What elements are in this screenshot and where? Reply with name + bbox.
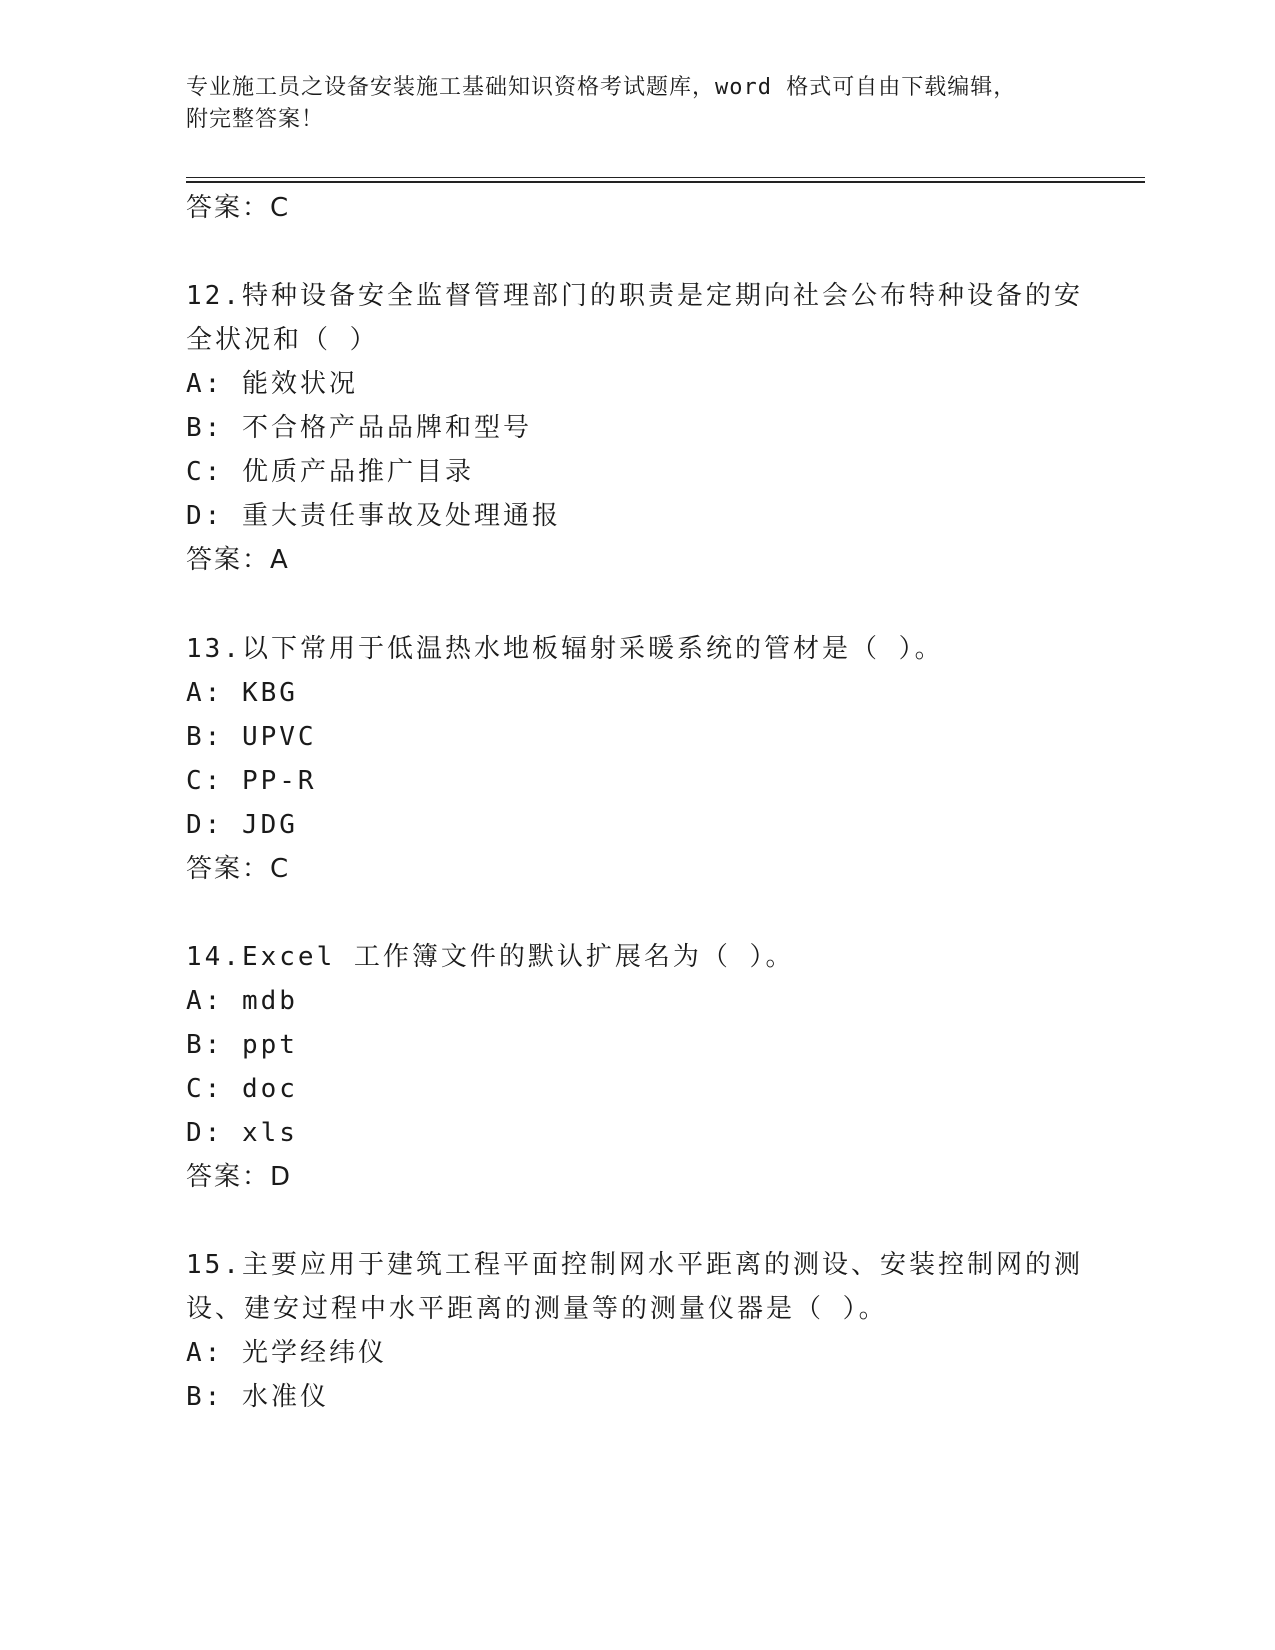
question-13-option-d: D: JDG bbox=[186, 810, 298, 840]
question-13-option-c: C: PP-R bbox=[186, 766, 317, 796]
question-12-option-b: B: 不合格产品品牌和型号 bbox=[186, 413, 532, 443]
document-header bbox=[186, 72, 1086, 136]
question-14-option-a: A: mdb bbox=[186, 986, 298, 1016]
question-13-option-a: A: KBG bbox=[186, 678, 298, 708]
question-13-answer: 答案：C bbox=[186, 854, 291, 884]
question-15-option-a: A: 光学经纬仪 bbox=[186, 1338, 387, 1368]
question-14-option-d: D: xls bbox=[186, 1118, 298, 1148]
question-15-stem-line-2: 设、建安过程中水平距离的测量等的测量仪器是（ ）。 bbox=[186, 1294, 888, 1324]
header-divider-thick bbox=[186, 181, 1145, 183]
question-14-option-b: B: ppt bbox=[186, 1030, 298, 1060]
question-12-option-d: D: 重大责任事故及处理通报 bbox=[186, 501, 561, 531]
question-12-answer: 答案：A bbox=[186, 545, 290, 575]
question-12-stem-line-1: 12.特种设备安全监督管理部门的职责是定期向社会公布特种设备的安 bbox=[186, 281, 1083, 311]
answer-11: 答案：C bbox=[186, 193, 291, 223]
question-14-stem-line-1: 14.Excel 工作簿文件的默认扩展名为（ ）。 bbox=[186, 942, 795, 972]
header-line-1: 专业施工员之设备安装施工基础知识资格考试题库，word 格式可自由下载编辑， bbox=[186, 75, 1017, 100]
header-divider-thin bbox=[186, 177, 1145, 178]
question-13-stem-line-1: 13.以下常用于低温热水地板辐射采暖系统的管材是（ ）。 bbox=[186, 634, 944, 664]
question-15-stem-line-1: 15.主要应用于建筑工程平面控制网水平距离的测设、安装控制网的测 bbox=[186, 1250, 1083, 1280]
question-12-option-c: C: 优质产品推广目录 bbox=[186, 457, 474, 487]
question-14-answer: 答案：D bbox=[186, 1162, 293, 1192]
question-13-option-b: B: UPVC bbox=[186, 722, 317, 752]
question-14-option-c: C: doc bbox=[186, 1074, 298, 1104]
question-15-option-b: B: 水准仪 bbox=[186, 1382, 329, 1412]
header-line-2: 附完整答案！ bbox=[186, 107, 325, 132]
question-12-stem-line-2: 全状况和（ ） bbox=[186, 325, 379, 355]
question-12-option-a: A: 能效状况 bbox=[186, 369, 358, 399]
